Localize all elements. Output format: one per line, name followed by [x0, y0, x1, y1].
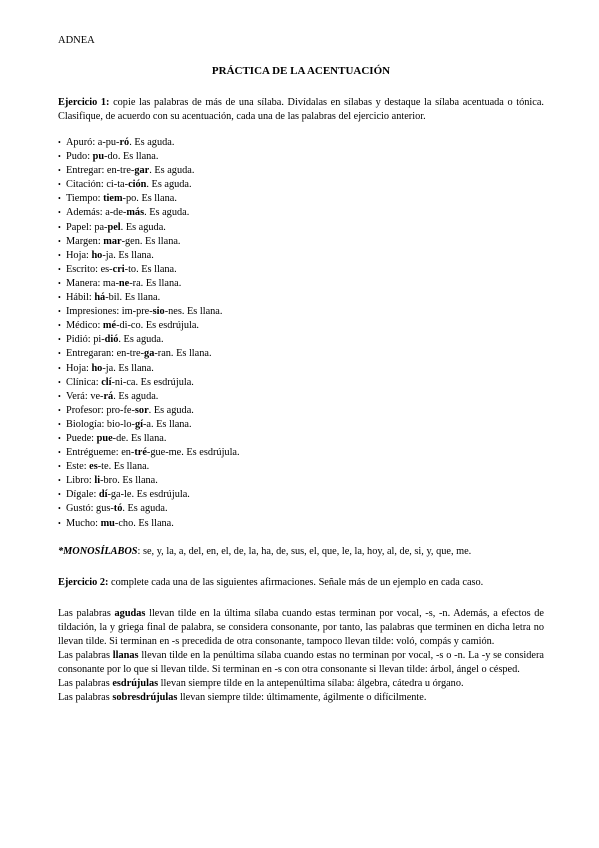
word-text: Pudo	[66, 151, 88, 163]
accent-type: Es esdrújula.	[136, 489, 190, 501]
word-item	[58, 305, 544, 319]
syllable-post: -di-co	[116, 320, 141, 332]
word-item	[58, 164, 544, 178]
separator: :	[90, 503, 97, 515]
separator: :	[87, 151, 93, 163]
separator: :	[101, 165, 107, 177]
word-text: Verá	[66, 390, 85, 402]
separator: .	[135, 376, 141, 388]
word-item	[58, 502, 544, 516]
separator: .	[131, 489, 137, 501]
word-item	[58, 249, 544, 263]
word-text: Profesor	[66, 404, 101, 416]
stressed-syllable: gí	[134, 418, 143, 430]
stressed-syllable: ho	[91, 362, 103, 374]
accent-type: Es llana.	[122, 151, 159, 163]
word-text: Este	[66, 461, 84, 473]
rule-prefix: Las palabras	[58, 607, 115, 619]
separator: .	[113, 390, 119, 402]
word-text: Impresiones	[66, 306, 117, 318]
separator: :	[116, 306, 122, 318]
syllable-post: -cho	[114, 517, 134, 529]
word-item	[58, 206, 544, 220]
separator: :	[95, 376, 102, 388]
separator: :	[97, 277, 103, 289]
separator: :	[100, 179, 107, 191]
stressed-syllable: más	[126, 207, 145, 219]
syllable-pre: es-	[100, 263, 113, 275]
word-text: Biología	[66, 418, 102, 430]
separator: .	[146, 179, 152, 191]
separator: :	[95, 517, 101, 529]
syllable-pre: pro-fe-	[106, 404, 135, 416]
syllable-pre: im-pre-	[121, 306, 153, 318]
separator: .	[149, 165, 155, 177]
syllable-post: -de	[112, 432, 126, 444]
separator: :	[115, 447, 122, 459]
stressed-syllable: cri	[112, 263, 125, 275]
accent-type: Es llana.	[130, 432, 167, 444]
word-item	[58, 347, 544, 361]
word-text: Clínica	[66, 376, 96, 388]
monosyllables-paragraph	[58, 545, 544, 559]
exercise1-text: copie las palabras de más de una sílaba. Divídalas en sílabas y destaque la sílaba acentuada o tónica. Clasifique, de acuerdo con su acentuación, cada una de las palabras del ejercicio anterior.	[58, 97, 544, 122]
syllable-pre: pi-	[93, 334, 105, 346]
document-title: PRÁCTICA DE LA ACENTUACIÓN	[211, 65, 391, 77]
separator: :	[97, 320, 103, 332]
syllable-post: -te	[97, 461, 109, 473]
word-item	[58, 474, 544, 488]
rule-prefix: Las palabras	[58, 649, 113, 661]
accent-type: Es llana.	[138, 517, 174, 529]
word-text: Hoja	[66, 249, 87, 261]
syllable-post: -a	[142, 418, 151, 430]
word-text: Citación	[66, 179, 101, 191]
rule-term: sobresdrújulas	[112, 691, 178, 703]
syllable-post: -ra	[129, 277, 141, 289]
accent-type: Es esdrújula.	[145, 320, 200, 332]
separator: .	[113, 249, 119, 261]
accent-type: Es llana.	[124, 292, 161, 304]
syllable-pre: en-tre-	[106, 165, 135, 177]
syllable-pre: ci-ta-	[106, 179, 129, 191]
exercise2-label: Ejercicio 2:	[58, 576, 109, 588]
rule-text: llevan siempre tilde en la antepenúltima sílaba: álgebra, cátedra u órgano.	[158, 677, 464, 689]
syllable-post: -to	[124, 263, 137, 275]
exercise2-statement	[58, 576, 544, 590]
separator: :	[92, 137, 98, 148]
accent-type: Es llana.	[176, 348, 212, 360]
word-text: Pidió	[66, 334, 88, 346]
separator: :	[86, 249, 92, 261]
separator: :	[87, 334, 94, 346]
word-item	[58, 362, 544, 376]
syllable-post: -bil	[105, 292, 120, 304]
word-text: Libro	[66, 475, 89, 487]
exercise1-label: Ejercicio 1:	[58, 97, 110, 108]
stressed-syllable: pue	[96, 432, 113, 444]
word-item	[58, 192, 544, 206]
word-item	[58, 404, 544, 418]
accent-type: Es aguda.	[118, 390, 159, 402]
separator: .	[181, 447, 187, 459]
stressed-syllable: gar	[134, 165, 150, 177]
word-text: Hoja	[66, 362, 87, 374]
stressed-syllable: tré	[134, 447, 147, 459]
accent-type: Es llana.	[145, 277, 182, 289]
word-item	[58, 319, 544, 333]
word-item	[58, 446, 544, 460]
stressed-syllable: há	[94, 292, 106, 304]
word-item	[58, 263, 544, 277]
rule-prefix: Las palabras	[58, 691, 113, 703]
syllable-pre: a-pu-	[97, 137, 120, 148]
separator: .	[118, 334, 124, 346]
accent-type: Es aguda.	[151, 179, 192, 191]
stressed-syllable: sio	[152, 306, 165, 318]
word-text: Manera	[66, 277, 98, 289]
word-item	[58, 517, 544, 531]
separator: .	[120, 221, 126, 233]
stressed-syllable: ró	[119, 137, 130, 148]
exercise2-text: complete cada una de las siguientes afirmaciones. Señale más de un ejemplo en cada caso.	[108, 576, 484, 588]
stressed-syllable: dió	[104, 334, 119, 346]
syllable-pre: gus-	[96, 503, 114, 515]
word-text: Entregar	[66, 165, 102, 177]
word-item	[58, 418, 544, 432]
word-item	[58, 333, 544, 347]
syllable-pre: a-de-	[105, 207, 127, 219]
separator: :	[86, 362, 92, 374]
syllable-post: -ja	[102, 362, 114, 374]
stressed-syllable: pu	[92, 151, 105, 163]
separator: .	[108, 461, 114, 473]
word-text: Entrégueme	[66, 447, 116, 459]
stressed-syllable: li	[94, 475, 101, 487]
word-text: Papel	[66, 221, 89, 233]
separator: :	[99, 207, 106, 219]
syllable-post: -do	[104, 151, 118, 163]
stressed-syllable: ción	[128, 179, 147, 191]
syllable-pre: en-tre-	[116, 348, 145, 360]
syllable-post: -ga-le	[107, 489, 132, 501]
accent-type: Es llana.	[187, 306, 223, 318]
word-text: Médico	[66, 320, 98, 332]
syllable-post: -bro	[100, 475, 118, 487]
rule-term: esdrújulas	[112, 677, 159, 689]
separator: .	[117, 151, 123, 163]
accent-type: Es llana.	[141, 193, 177, 205]
separator: :	[97, 235, 104, 247]
stressed-syllable: rá	[103, 390, 114, 402]
separator: .	[117, 475, 123, 487]
document-page	[58, 34, 544, 705]
separator: .	[170, 348, 177, 360]
separator: :	[111, 348, 117, 360]
separator: :	[100, 404, 107, 416]
stressed-syllable: dí	[98, 489, 108, 501]
stressed-syllable: ho	[91, 249, 103, 261]
separator: .	[144, 207, 150, 219]
word-text: Puede	[66, 432, 92, 444]
word-item	[58, 178, 544, 192]
stressed-syllable: tó	[113, 503, 123, 515]
stressed-syllable: sor	[134, 404, 149, 416]
word-text: Gustó	[66, 503, 91, 515]
separator: .	[136, 263, 142, 275]
syllable-pre: pa-	[94, 221, 108, 233]
separator: :	[91, 432, 97, 444]
syllable-post: -ran	[154, 348, 171, 360]
word-text: Además	[66, 207, 100, 219]
stressed-syllable: tiem	[103, 193, 123, 205]
word-text: Hábil	[66, 292, 89, 304]
accent-type: Es llana.	[156, 418, 192, 430]
separator: :	[93, 489, 99, 501]
rule-text: llevan siempre tilde: últimamente, ágilmente o difícilmente.	[177, 691, 427, 703]
separator: .	[122, 503, 128, 515]
separator: .	[150, 418, 157, 430]
separator: .	[136, 193, 142, 205]
word-text: Dígale	[66, 489, 94, 501]
word-text: Mucho	[66, 517, 96, 529]
separator: :	[88, 221, 95, 233]
word-text: Apuró	[66, 137, 93, 148]
separator: .	[148, 404, 154, 416]
accent-type: Es esdrújula.	[186, 447, 240, 459]
word-text: Tiempo	[66, 193, 98, 205]
accent-type: Es esdrújula.	[140, 376, 194, 388]
separator: .	[129, 137, 135, 148]
syllable-post: -ni-ca	[111, 376, 136, 388]
word-text: Entregaran	[66, 348, 112, 360]
rule-term: llanas	[112, 649, 139, 661]
accent-type: Es llana.	[118, 362, 154, 374]
accent-type: Es llana.	[118, 249, 154, 261]
rule-text: llevan tilde en la penúltima sílaba cuando estas no terminan por vocal, -s o -n. La -y se considera consonante por lo que si llevan tilde. Si terminan en -s con otra consonante si llevan tilde: árbol, ángel o césped.	[58, 649, 544, 675]
accent-type: Es aguda.	[153, 404, 194, 416]
stressed-syllable: clí	[101, 376, 112, 388]
word-item	[58, 277, 544, 291]
syllable-post: -po	[122, 193, 137, 205]
syllable-pre: en-	[121, 447, 135, 459]
rule-agudas	[58, 607, 544, 649]
rule-llanas	[58, 649, 544, 677]
word-text: Margen	[66, 235, 98, 247]
accent-type: Es aguda.	[134, 137, 175, 148]
accent-type: Es llana.	[141, 263, 177, 275]
exercise1-statement	[58, 96, 544, 124]
separator: .	[133, 517, 139, 529]
separator: :	[101, 418, 107, 430]
separator: .	[140, 277, 146, 289]
accent-rules	[58, 607, 544, 705]
accent-type: Es llana.	[122, 475, 158, 487]
accent-type: Es aguda.	[125, 221, 166, 233]
separator: :	[88, 475, 95, 487]
syllable-post: -gue-me	[146, 447, 182, 459]
rule-term: agudas	[114, 607, 146, 619]
separator: :	[97, 193, 104, 205]
accent-type: Es aguda.	[149, 207, 190, 219]
separator: .	[181, 306, 187, 318]
stressed-syllable: mé	[102, 320, 117, 332]
separator: .	[139, 235, 146, 247]
word-item	[58, 460, 544, 474]
word-item	[58, 390, 544, 404]
separator: :	[95, 263, 101, 275]
separator: :	[84, 390, 91, 402]
word-item	[58, 488, 544, 502]
monosyllables-label: *MONOSÍLABOS	[58, 545, 138, 557]
rule-prefix: Las palabras	[58, 677, 113, 689]
accent-type: Es aguda.	[127, 503, 168, 515]
separator: .	[125, 432, 131, 444]
rule-esdrujulas	[58, 677, 544, 691]
word-item	[58, 291, 544, 305]
separator: :	[88, 292, 95, 304]
syllable-post: -gen	[121, 235, 140, 247]
stressed-syllable: es	[89, 461, 98, 473]
stressed-syllable: ne	[118, 277, 130, 289]
monosyllables-text: : se, y, la, a, del, en, el, de, la, ha, de, sus, el, que, le, la, hoy, al, de, si, y, que, me.	[137, 545, 472, 557]
stressed-syllable: mar	[103, 235, 122, 247]
syllable-post: -ja	[102, 249, 114, 261]
word-item	[58, 235, 544, 249]
word-item	[58, 150, 544, 164]
word-item	[58, 221, 544, 235]
accent-type: Es aguda.	[154, 165, 195, 177]
syllable-pre: bio-lo-	[106, 418, 135, 430]
accent-type: Es llana.	[145, 235, 181, 247]
word-text: Escrito	[66, 263, 96, 275]
word-item	[58, 136, 544, 150]
rule-text: llevan tilde en la última sílaba cuando estas terminan por vocal, -s, -n. Además, a efectos de tildación, la y griega final de palabra, se considera consonante, por tanto, las palabras que terminen en dicha letra no llevan tilde. Si terminan en -s precedida de otra consonante, tampoco llevan tilde: voló, compás y camión.	[58, 607, 545, 647]
syllable-pre: ma-	[102, 277, 119, 289]
stressed-syllable: pel	[107, 221, 121, 233]
separator: :	[83, 461, 90, 473]
word-item	[58, 376, 544, 390]
stressed-syllable: mu	[100, 517, 115, 529]
author-name: ADNEA	[58, 35, 95, 46]
syllable-pre: ve-	[90, 390, 104, 402]
syllable-post: -nes	[164, 306, 182, 318]
word-list	[58, 136, 544, 531]
stressed-syllable: ga	[144, 348, 155, 360]
separator: .	[140, 320, 146, 332]
accent-type: Es aguda.	[123, 334, 164, 346]
separator: .	[119, 292, 125, 304]
accent-type: Es llana.	[113, 461, 150, 473]
rule-sobresdrujulas	[58, 691, 544, 705]
word-item	[58, 432, 544, 446]
separator: .	[113, 362, 119, 374]
